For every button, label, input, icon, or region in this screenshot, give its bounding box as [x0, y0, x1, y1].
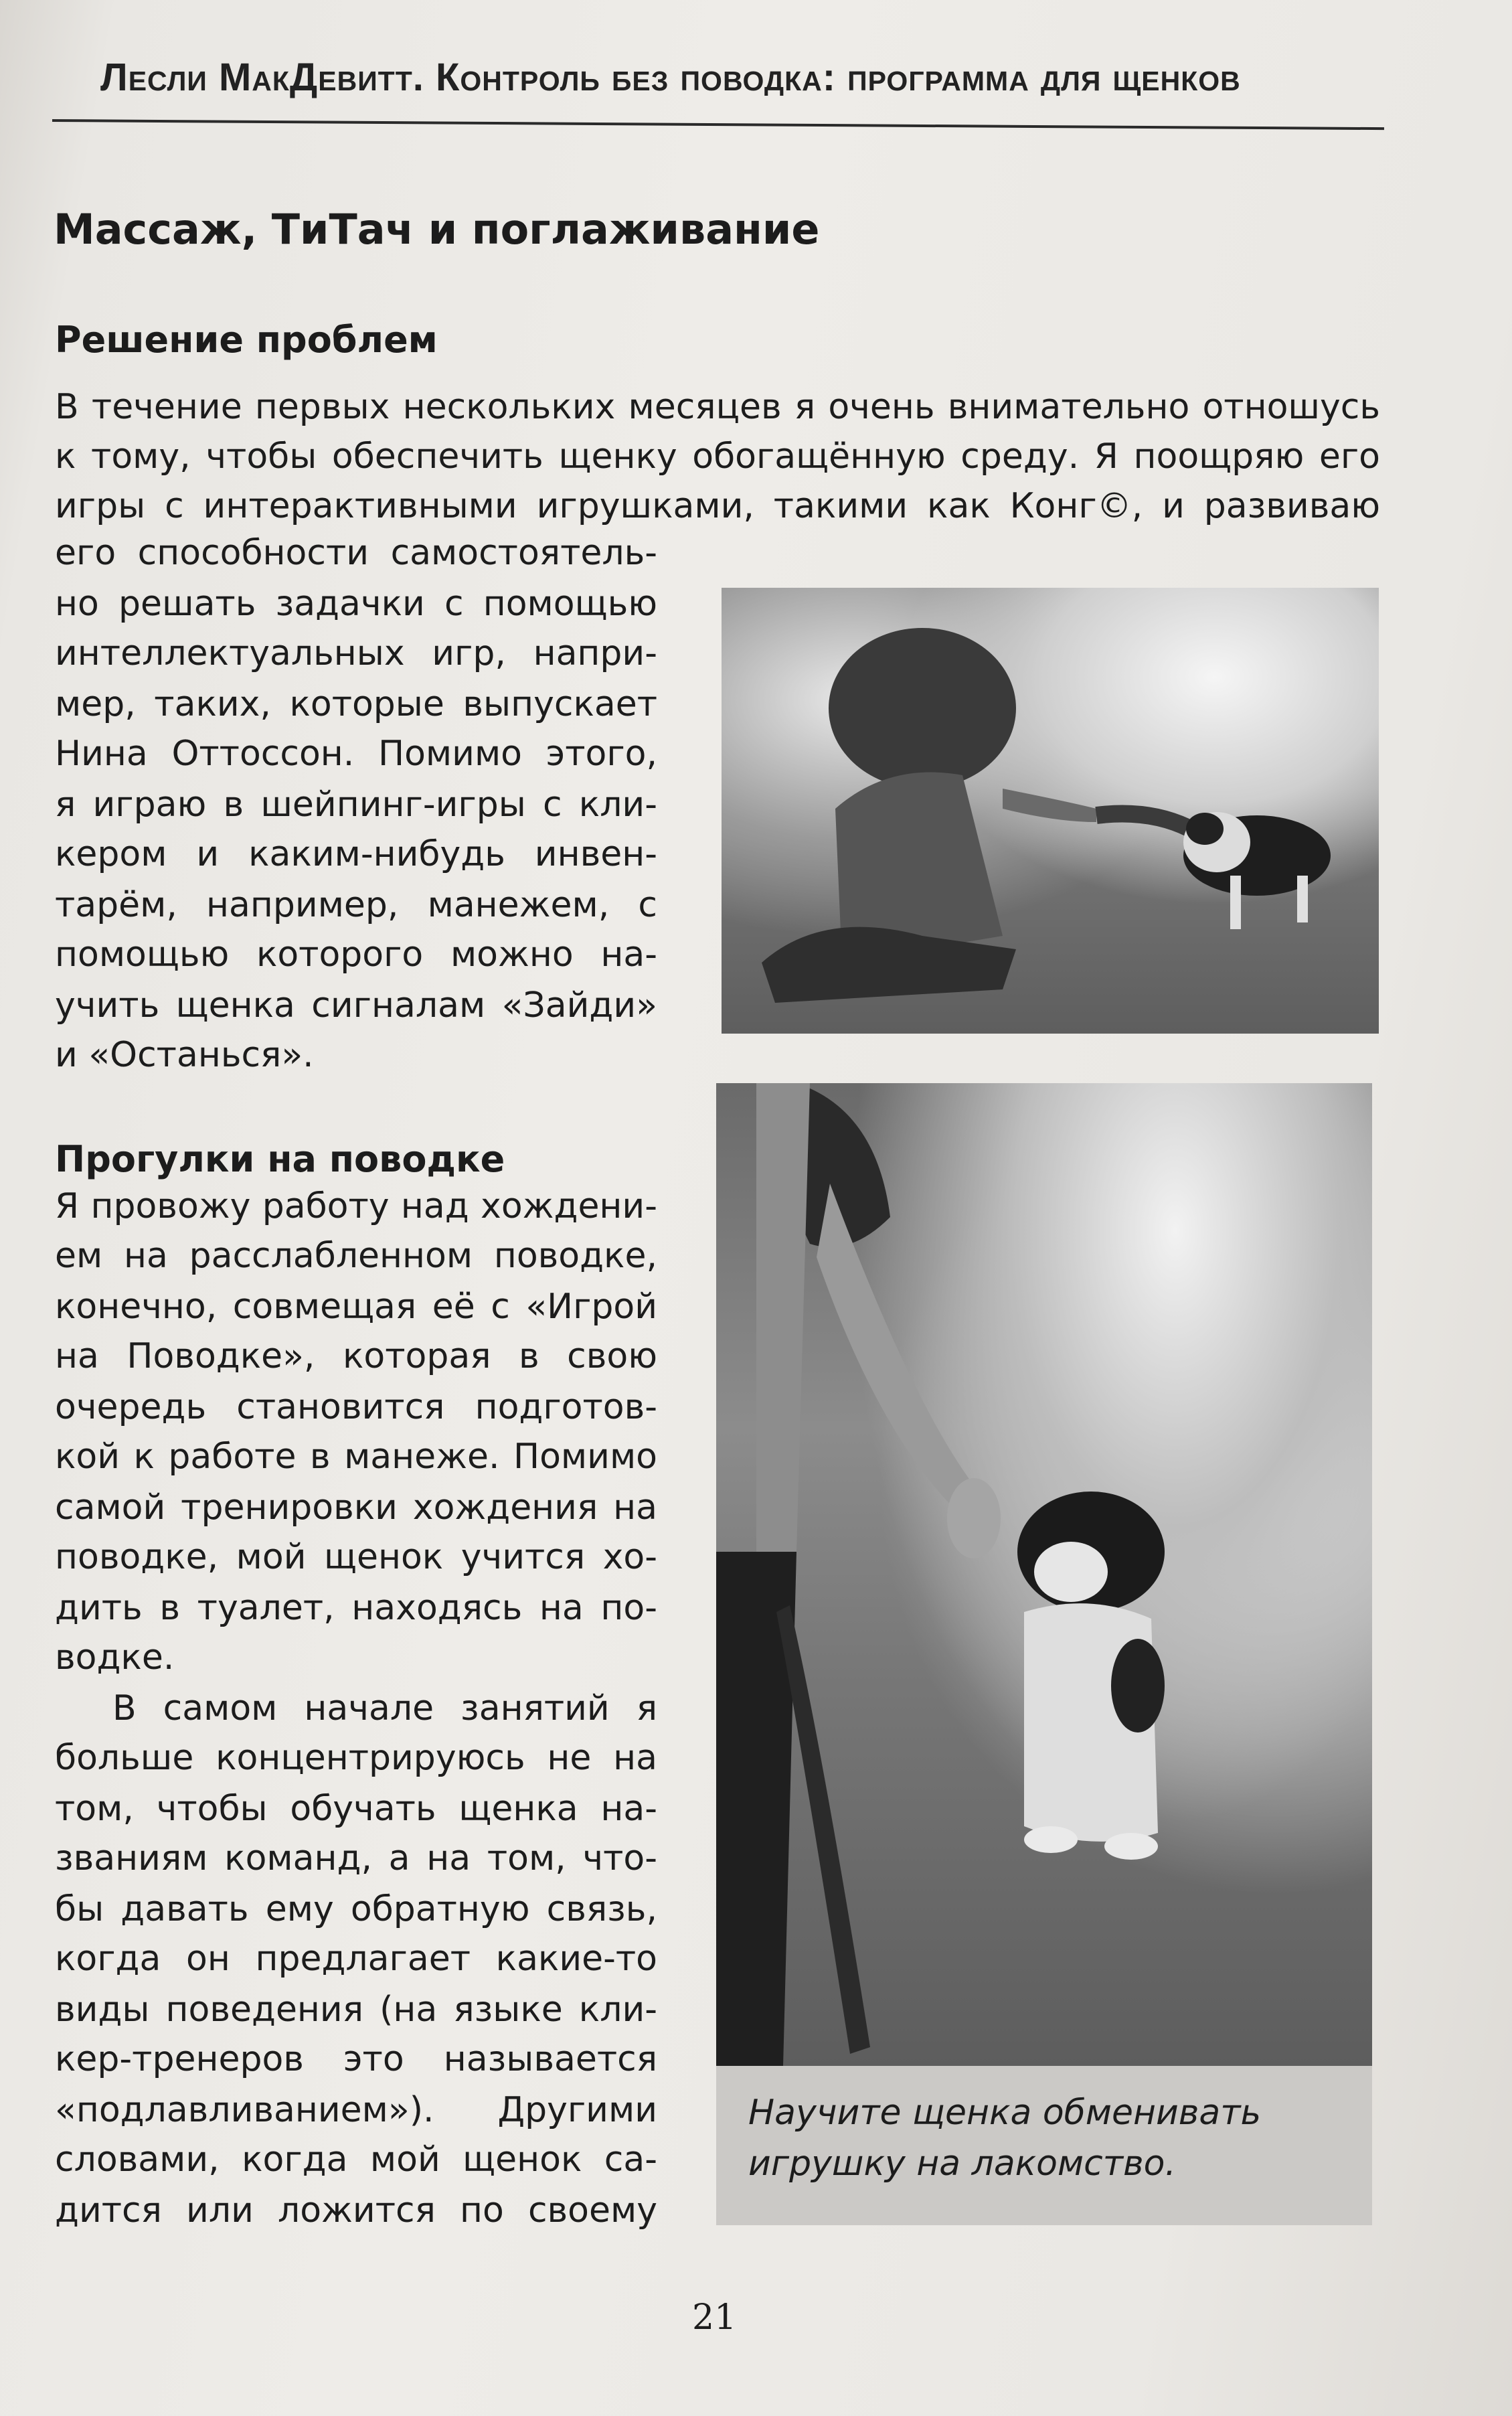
body-line: В самом начале занятий я [112, 1688, 657, 1728]
body-line: кой к работе в манеже. Помимо [55, 1437, 657, 1477]
body-line: виды поведения (на языке кли- [55, 1990, 657, 2030]
body-line: поводке, мой щенок учится хо- [55, 1537, 657, 1577]
body-line: званиям команд, а на том, что- [55, 1838, 657, 1878]
running-header: Лесли МакДевитт. Контроль без поводка: программа для щенков [100, 56, 1241, 99]
section-heading-leash-walks: Прогулки на поводке [55, 1138, 505, 1180]
photo-caption-line: игрушку на лакомство. [748, 2144, 1177, 2184]
body-line: «подлавливанием»). Другими [55, 2090, 657, 2130]
section-heading-problems: Решение проблем [55, 319, 438, 361]
body-line: бы давать ему обратную связь, [55, 1889, 657, 1929]
body-line: самой тренировки хождения на [55, 1487, 657, 1528]
body-line: очередь становится подготов- [55, 1387, 657, 1427]
body-line: помощью которого можно на- [55, 935, 657, 975]
body-line: на Поводке», которая в свою [55, 1336, 657, 1376]
body-line: том, чтобы обучать щенка на- [55, 1789, 657, 1829]
body-line: Я провожу работу над хождени- [55, 1186, 657, 1226]
photo-treat-exchange [716, 1083, 1372, 2066]
body-line: к тому, чтобы обеспечить щенку обогащённую среду. Я поощряю его [55, 436, 1380, 477]
body-line: его способности самостоятель- [55, 533, 657, 573]
body-line: ем на расслабленном поводке, [55, 1236, 657, 1276]
body-line: игры с интерактивными игрушками, такими как Конг©, и развиваю [55, 486, 1380, 526]
page-number: 21 [692, 2298, 737, 2338]
body-line: дить в туалет, находясь на по- [55, 1588, 657, 1628]
body-line: Нина Оттоссон. Помимо этого, [55, 734, 657, 774]
body-line: конечно, совмещая её с «Игрой [55, 1287, 657, 1327]
body-line: В течение первых нескольких месяцев я очень внимательно отношусь [55, 387, 1380, 427]
photo-tug-play [722, 588, 1379, 1034]
body-line: и «Останься». [55, 1035, 314, 1075]
body-line: я играю в шейпинг-игры с кли- [55, 785, 657, 825]
body-line: но решать задачки с помощью [55, 584, 657, 624]
photo-caption-line: Научите щенка обменивать [748, 2093, 1262, 2133]
body-line: интеллектуальных игр, напри- [55, 633, 657, 673]
body-line: больше концентрируюсь не на [55, 1738, 657, 1778]
body-line: словами, когда мой щенок са- [55, 2140, 657, 2180]
body-line: тарём, например, манежем, с [55, 885, 657, 925]
page-title: Массаж, ТиТач и поглаживание [54, 205, 820, 254]
body-line: мер, таких, которые выпускает [55, 684, 657, 724]
body-line: учить щенка сигналам «Зайди» [55, 985, 657, 1026]
body-line: водке. [55, 1637, 175, 1678]
body-line: дится или ложится по своему [55, 2190, 657, 2231]
body-line: когда он предлагает какие-то [55, 1939, 657, 1979]
header-rule [52, 119, 1384, 130]
body-line: кер-тренеров это называется [55, 2039, 657, 2079]
body-line: кером и каким-нибудь инвен- [55, 834, 657, 874]
